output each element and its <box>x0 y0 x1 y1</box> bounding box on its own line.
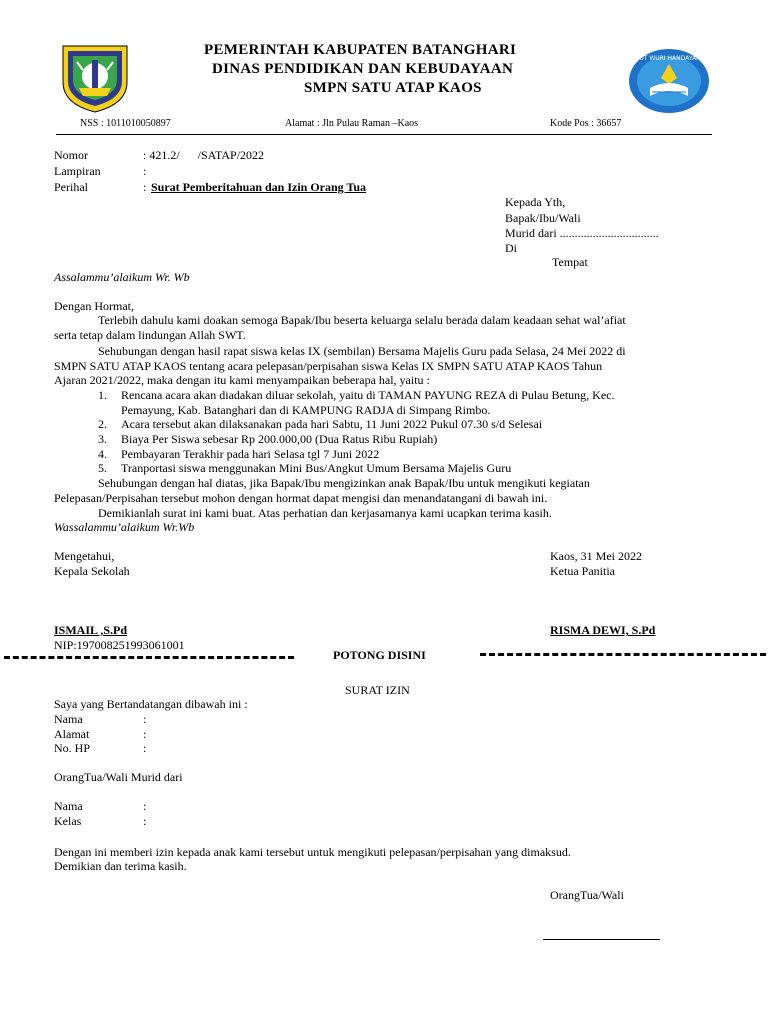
sign-left-line1: Mengetahui, <box>54 549 115 563</box>
izin-hp-label: No. HP <box>54 741 91 755</box>
tut-wuri-handayani-logo <box>628 48 710 114</box>
izin-sign-label: OrangTua/Wali <box>550 888 624 902</box>
izin-closing-line1: Dengan ini memberi izin kepada anak kami tersebut untuk mengikuti pelepasan/perpisahan yang dimaksud. <box>54 845 571 859</box>
izin-title: SURAT IZIN <box>345 683 410 697</box>
perihal-label: Perihal <box>54 180 88 194</box>
izin-kelas-label: Kelas <box>54 814 82 828</box>
izin-colon: : <box>143 799 147 813</box>
list-item-num: 2. <box>98 417 107 431</box>
list-item-text: Rencana acara akan diadakan diluar sekolah, yaitu di TAMAN PAYUNG REZA di Pulau Betung, Kec. <box>121 388 615 402</box>
cut-line-left <box>4 656 294 659</box>
header-line3: SMPN SATU ATAP KAOS <box>304 80 482 96</box>
school-address: Alamat : Jln Pulau Raman –Kaos <box>285 118 419 129</box>
list-item-text: Tranportasi siswa menggunakan Mini Bus/Angkut Umum Bersama Majelis Guru <box>121 461 512 475</box>
recipient-line5: Tempat <box>552 255 588 269</box>
cut-label: POTONG DISINI <box>333 648 426 662</box>
cut-line-right <box>480 653 766 656</box>
header-line1: PEMERINTAH KABUPATEN BATANGHARI <box>204 42 517 58</box>
izin-closing-line2: Demikian dan terima kasih. <box>54 859 187 873</box>
para3-line1: Sehubungan dengan hal diatas, jika Bapak/Ibu mengizinkan anak Bapak/Ibu untuk mengikuti kegiatan <box>98 476 590 490</box>
nomor-label: Nomor <box>54 148 88 162</box>
list-item-num: 1. <box>98 388 107 402</box>
izin-alamat-label: Alamat <box>54 727 90 741</box>
list-item-text: Acara tersebut akan dilaksanakan pada hari Sabtu, 11 Juni 2022 Pukul 07.30 s/d Selesai <box>121 417 543 431</box>
nss: NSS : 1011010050897 <box>80 118 171 129</box>
nomor-value: : 421.2/ /SATAP/2022 <box>143 148 265 162</box>
para1-line1: Terlebih dahulu kami doakan semoga Bapak/Ibu beserta keluarga selalu berada dalam keadaan sehat wal’afiat <box>98 313 626 327</box>
izin-signature-line <box>543 939 660 940</box>
postal-code: Kode Pos : 36657 <box>550 118 622 129</box>
izin-colon: : <box>143 814 147 828</box>
recipient-line1: Kepada Yth, <box>505 195 566 209</box>
izin-intro: Saya yang Bertandatangan dibawah ini : <box>54 697 248 711</box>
izin-colon: : <box>143 712 147 726</box>
header-line2: DINAS PENDIDIKAN DAN KEBUDAYAAN <box>212 61 514 77</box>
header-divider <box>56 134 712 135</box>
izin-colon: : <box>143 727 147 741</box>
regency-logo <box>57 42 133 114</box>
lampiran-label: Lampiran <box>54 164 101 178</box>
para3-line2: Pelepasan/Perpisahan tersebut mohon dengan hormat dapat mengisi dan menandatangani di bawah ini. <box>54 491 548 505</box>
recipient-line2: Bapak/Ibu/Wali <box>505 211 581 225</box>
sign-right-line2: Ketua Panitia <box>550 564 615 578</box>
hormat: Dengan Hormat, <box>54 299 134 313</box>
recipient-line4: Di <box>505 241 517 255</box>
sign-right-line1: Kaos, 31 Mei 2022 <box>550 549 642 563</box>
para1-line2: serta tetap dalam lindungan Allah SWT. <box>54 328 246 342</box>
principal-name: ISMAIL ,S.Pd <box>54 623 128 637</box>
para2-line3: Ajaran 2021/2022, maka dengan itu kami menyampaikan beberapa hal, yaitu : <box>54 373 430 387</box>
list-item-num: 5. <box>98 461 107 475</box>
perihal-colon: : <box>143 180 147 194</box>
list-item-text: Pembayaran Terakhir pada hari Selasa tgl 7 Juni 2022 <box>121 447 380 461</box>
perihal-value: Surat Pemberitahuan dan Izin Orang Tua <box>151 180 367 194</box>
committee-chair-name: RISMA DEWI, S.Pd <box>550 623 656 637</box>
recipient-line3: Murid dari ................................. <box>505 226 659 240</box>
izin-wali-line: OrangTua/Wali Murid dari <box>54 770 183 784</box>
logo-motto-text: TUT WURI HANDAYANI <box>635 55 703 62</box>
principal-nip: NIP:197008251993061001 <box>54 638 185 652</box>
salam: Assalammu’alaikum Wr. Wb <box>54 270 190 284</box>
list-item-text: Pemayung, Kab. Batanghari dan di KAMPUNG RADJA di Simpang Rimbo. <box>121 403 491 417</box>
list-item-text: Biaya Per Siswa sebesar Rp 200.000,00 (Dua Ratus Ribu Rupiah) <box>121 432 438 446</box>
para4: Demikianlah surat ini kami buat. Atas perhatian dan kerjasamanya kami ucapkan terima kasih. <box>98 506 552 520</box>
list-item-num: 4. <box>98 447 107 461</box>
list-item-num: 3. <box>98 432 107 446</box>
para2-line1: Sehubungan dengan hasil rapat siswa kelas IX (sembilan) Bersama Majelis Guru pada Selasa, 24 Mei 2022 di <box>98 344 626 358</box>
wassalam: Wassalammu’alaikum Wr.Wb <box>54 520 195 534</box>
izin-colon: : <box>143 741 147 755</box>
izin-nama-label: Nama <box>54 712 83 726</box>
izin-nama2-label: Nama <box>54 799 83 813</box>
lampiran-value: : <box>143 164 147 178</box>
sign-left-line2: Kepala Sekolah <box>54 564 130 578</box>
para2-line2: SMPN SATU ATAP KAOS tentang acara pelepasan/perpisahan siswa Kelas IX SMPN SATU ATAP KAOS Tahun <box>54 359 603 373</box>
